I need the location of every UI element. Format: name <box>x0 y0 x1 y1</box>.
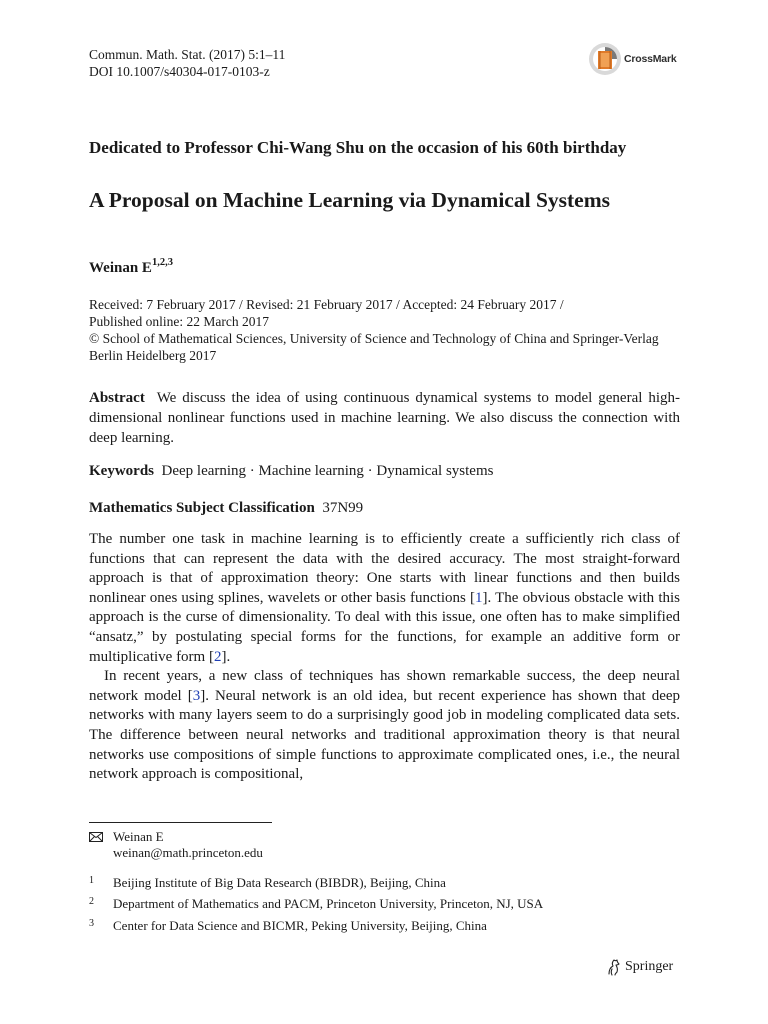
journal-citation: Commun. Math. Stat. (2017) 5:1–11 <box>89 47 286 62</box>
received-dates: Received: 7 February 2017 / Revised: 21 February 2017 / Accepted: 24 February 2017 / <box>89 297 564 312</box>
corresponding-author <box>89 829 263 861</box>
crossmark-badge[interactable] <box>588 42 676 76</box>
paragraph-1 <box>89 530 680 667</box>
paragraph-2-part-b: ]. Neural network is an old idea, but recent experience has shown that deep networks with many layers seem to do a surprisingly good job in modeling complicated data sets. The difference between neural networks and traditional approximation theory is that neural networks use compositions of simple functions to approximate complicated ones, i.e., the neural network approach is compositional, <box>89 687 681 783</box>
affiliation-1 <box>89 873 446 891</box>
published-online: Published online: 22 March 2017 <box>89 314 269 329</box>
affiliation-number: 1 <box>89 875 94 886</box>
affiliation-number: 3 <box>89 918 94 929</box>
affiliation-text: Center for Data Science and BICMR, Peking University, Beijing, China <box>113 918 487 933</box>
keywords <box>89 461 680 481</box>
keywords-text: Deep learning · Machine learning · Dynamical systems <box>161 463 494 479</box>
crossmark-label: CrossMark <box>624 53 677 65</box>
affiliation-text: Beijing Institute of Big Data Research (BIBDR), Beijing, China <box>113 875 446 890</box>
journal-info <box>89 46 285 80</box>
copyright-line-2: Berlin Heidelberg 2017 <box>89 348 217 363</box>
springer-horse-icon <box>606 958 622 976</box>
msc-code: 37N99 <box>322 500 364 516</box>
paragraph-2 <box>89 667 680 785</box>
article-title: A Proposal on Machine Learning via Dynamical Systems <box>89 188 610 212</box>
citation-link-2[interactable]: 2 <box>213 648 222 665</box>
abstract-text: We discuss the idea of using continuous dynamical systems to model general high-dimensional nonlinear functions used in machine learning. We also discuss the connection with deep learning. <box>89 390 681 446</box>
contact-name: Weinan E <box>113 829 164 844</box>
footnote-divider <box>89 822 272 823</box>
author-affiliation-marks: 1,2,3 <box>151 257 173 268</box>
citation-link-3[interactable]: 3 <box>192 687 201 704</box>
dedication: Dedicated to Professor Chi-Wang Shu on the occasion of his 60th birthday <box>89 138 627 157</box>
keywords-label: Keywords <box>89 463 154 479</box>
affiliation-number: 2 <box>89 896 94 907</box>
citation-link-1[interactable]: 1 <box>474 589 483 606</box>
publisher-name: Springer <box>625 959 674 974</box>
publisher-logo <box>606 958 673 976</box>
msc-classification <box>89 498 363 518</box>
paragraph-1-part-a: The number one task in machine learning is to efficiently create a sufficiently rich class of functions that can represent the data with the desired accuracy. The most straight-forward approach is that of approximation theory: One starts with linear functions and then builds nonlinear ones using splines, wavelets or other basis functions [ <box>89 531 680 606</box>
contact-email[interactable]: weinan@math.princeton.edu <box>113 845 263 860</box>
paragraph-2-part-a: In recent years, a new class of techniques has shown remarkable success, the deep neural network model [ <box>89 668 680 704</box>
paragraph-1-part-c: ]. <box>221 648 231 665</box>
body-text <box>89 530 680 785</box>
affiliation-text: Department of Mathematics and PACM, Princeton University, Princeton, NJ, USA <box>113 896 544 911</box>
author-line <box>89 258 173 277</box>
author-name[interactable]: Weinan E <box>89 260 152 276</box>
affiliation-2 <box>89 894 543 912</box>
envelope-icon <box>89 832 103 842</box>
msc-label: Mathematics Subject Classification <box>89 500 315 516</box>
paragraph-1-part-b: ]. The obvious obstacle with this approach is the curse of dimensionality. To deal with this issue, one often has to make simplified “ansatz,” by postulating special forms for the functions, for example an additive form or multiplicative form [ <box>89 589 680 665</box>
abstract-label: Abstract <box>89 390 145 406</box>
abstract <box>89 388 680 448</box>
copyright-line: © School of Mathematical Sciences, University of Science and Technology of China and Springer-Verlag <box>89 331 659 346</box>
affiliation-3 <box>89 916 487 934</box>
crossmark-icon <box>588 42 622 76</box>
publication-history <box>89 296 689 364</box>
doi[interactable]: DOI 10.1007/s40304-017-0103-z <box>89 64 270 79</box>
